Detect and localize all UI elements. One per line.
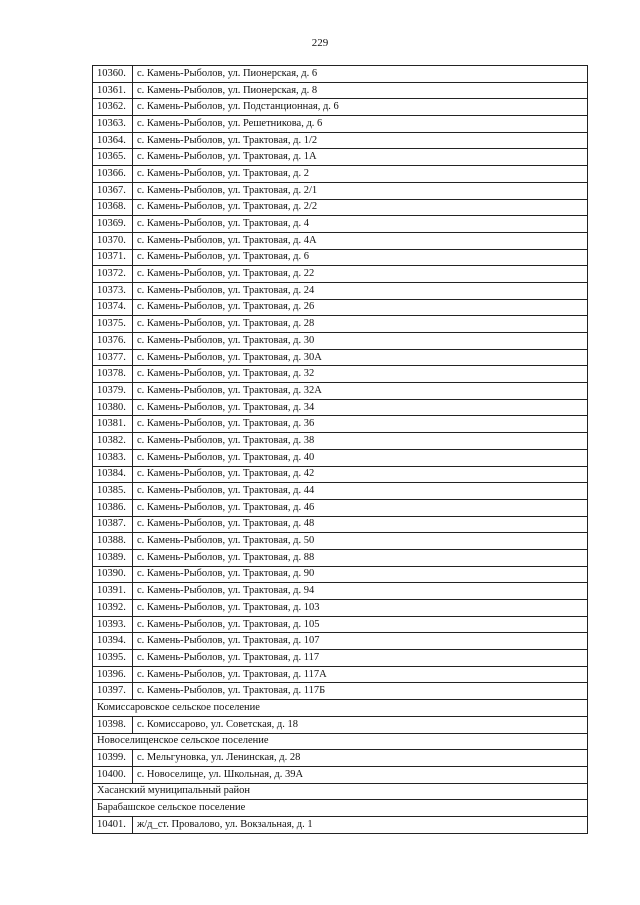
entry-number: 10374. xyxy=(93,299,133,316)
table-row xyxy=(93,182,588,199)
entry-address: с. Камень-Рыболов, ул. Решетникова, д. 6 xyxy=(133,116,588,133)
entry-number: 10362. xyxy=(93,99,133,116)
entry-number: 10365. xyxy=(93,149,133,166)
table-row xyxy=(93,466,588,483)
entry-address: с. Камень-Рыболов, ул. Трактовая, д. 32 xyxy=(133,366,588,383)
table-row xyxy=(93,716,588,733)
table-row xyxy=(93,566,588,583)
entry-address: с. Камень-Рыболов, ул. Трактовая, д. 94 xyxy=(133,583,588,600)
entry-address: с. Камень-Рыболов, ул. Трактовая, д. 38 xyxy=(133,433,588,450)
table-row xyxy=(93,383,588,400)
entry-number: 10378. xyxy=(93,366,133,383)
table-row xyxy=(93,433,588,450)
table-row xyxy=(93,666,588,683)
entry-number: 10389. xyxy=(93,549,133,566)
entry-number: 10394. xyxy=(93,633,133,650)
entry-address: с. Камень-Рыболов, ул. Трактовая, д. 4 xyxy=(133,216,588,233)
entry-address: с. Камень-Рыболов, ул. Трактовая, д. 4А xyxy=(133,232,588,249)
entry-number: 10369. xyxy=(93,216,133,233)
entry-number: 10384. xyxy=(93,466,133,483)
entry-number: 10376. xyxy=(93,333,133,350)
entry-address: с. Камень-Рыболов, ул. Трактовая, д. 24 xyxy=(133,282,588,299)
entry-address: с. Мельгуновка, ул. Ленинская, д. 28 xyxy=(133,750,588,767)
entry-number: 10372. xyxy=(93,266,133,283)
entry-address: с. Комиссарово, ул. Советская, д. 18 xyxy=(133,716,588,733)
table-row xyxy=(93,316,588,333)
entry-number: 10373. xyxy=(93,282,133,299)
table-row xyxy=(93,99,588,116)
entry-number: 10391. xyxy=(93,583,133,600)
table-row xyxy=(93,349,588,366)
table-row xyxy=(93,282,588,299)
section-header-row xyxy=(93,733,588,750)
table-row xyxy=(93,633,588,650)
entry-address: с. Камень-Рыболов, ул. Трактовая, д. 90 xyxy=(133,566,588,583)
entry-address: с. Камень-Рыболов, ул. Подстанционная, д. 6 xyxy=(133,99,588,116)
section-title: Комиссаровское сельское поселение xyxy=(93,700,588,717)
entry-number: 10380. xyxy=(93,399,133,416)
entry-number: 10401. xyxy=(93,816,133,833)
table-row xyxy=(93,132,588,149)
entry-number: 10400. xyxy=(93,766,133,783)
entry-number: 10397. xyxy=(93,683,133,700)
entry-address: с. Камень-Рыболов, ул. Трактовая, д. 1/2 xyxy=(133,132,588,149)
entry-number: 10381. xyxy=(93,416,133,433)
entry-number: 10395. xyxy=(93,650,133,667)
section-title: Барабашское сельское поселение xyxy=(93,800,588,817)
entry-address: с. Камень-Рыболов, ул. Трактовая, д. 40 xyxy=(133,449,588,466)
table-row xyxy=(93,66,588,83)
entry-number: 10367. xyxy=(93,182,133,199)
entry-address: с. Камень-Рыболов, ул. Трактовая, д. 88 xyxy=(133,549,588,566)
table-row xyxy=(93,82,588,99)
table-row xyxy=(93,249,588,266)
entry-address: с. Камень-Рыболов, ул. Трактовая, д. 1А xyxy=(133,149,588,166)
section-header-row xyxy=(93,800,588,817)
entry-address: с. Камень-Рыболов, ул. Трактовая, д. 30А xyxy=(133,349,588,366)
entry-number: 10371. xyxy=(93,249,133,266)
entry-address: с. Камень-Рыболов, ул. Трактовая, д. 22 xyxy=(133,266,588,283)
table-row xyxy=(93,816,588,833)
entry-number: 10364. xyxy=(93,132,133,149)
entry-address: с. Камень-Рыболов, ул. Трактовая, д. 42 xyxy=(133,466,588,483)
table-row xyxy=(93,333,588,350)
entry-number: 10375. xyxy=(93,316,133,333)
table-row xyxy=(93,750,588,767)
entry-number: 10370. xyxy=(93,232,133,249)
entry-number: 10393. xyxy=(93,616,133,633)
entry-address: с. Камень-Рыболов, ул. Трактовая, д. 36 xyxy=(133,416,588,433)
table-row xyxy=(93,516,588,533)
entry-address: с. Камень-Рыболов, ул. Трактовая, д. 6 xyxy=(133,249,588,266)
entry-address: с. Камень-Рыболов, ул. Трактовая, д. 46 xyxy=(133,499,588,516)
entry-number: 10390. xyxy=(93,566,133,583)
table-row xyxy=(93,232,588,249)
entry-number: 10383. xyxy=(93,449,133,466)
entry-number: 10398. xyxy=(93,716,133,733)
entry-number: 10360. xyxy=(93,66,133,83)
entry-address: с. Камень-Рыболов, ул. Трактовая, д. 28 xyxy=(133,316,588,333)
table-row xyxy=(93,533,588,550)
entry-number: 10399. xyxy=(93,750,133,767)
table-row xyxy=(93,616,588,633)
entry-address: ж/д_ст. Провалово, ул. Вокзальная, д. 1 xyxy=(133,816,588,833)
table-row xyxy=(93,583,588,600)
entry-address: с. Камень-Рыболов, ул. Трактовая, д. 2 xyxy=(133,166,588,183)
entry-address: с. Камень-Рыболов, ул. Трактовая, д. 117Б xyxy=(133,683,588,700)
table-row xyxy=(93,199,588,216)
entry-number: 10366. xyxy=(93,166,133,183)
entry-address: с. Камень-Рыболов, ул. Трактовая, д. 2/1 xyxy=(133,182,588,199)
table-row xyxy=(93,166,588,183)
entry-address: с. Камень-Рыболов, ул. Трактовая, д. 44 xyxy=(133,483,588,500)
entry-address: с. Камень-Рыболов, ул. Трактовая, д. 50 xyxy=(133,533,588,550)
entry-number: 10388. xyxy=(93,533,133,550)
entry-number: 10396. xyxy=(93,666,133,683)
section-header-row xyxy=(93,783,588,800)
table-row xyxy=(93,549,588,566)
entry-address: с. Камень-Рыболов, ул. Трактовая, д. 2/2 xyxy=(133,199,588,216)
entry-address: с. Камень-Рыболов, ул. Трактовая, д. 34 xyxy=(133,399,588,416)
entry-number: 10363. xyxy=(93,116,133,133)
table-row xyxy=(93,299,588,316)
entry-address: с. Камень-Рыболов, ул. Трактовая, д. 107 xyxy=(133,633,588,650)
table-row xyxy=(93,116,588,133)
table-row xyxy=(93,766,588,783)
entry-address: с. Камень-Рыболов, ул. Трактовая, д. 117 xyxy=(133,650,588,667)
entry-address: с. Камень-Рыболов, ул. Пионерская, д. 8 xyxy=(133,82,588,99)
entry-number: 10392. xyxy=(93,600,133,617)
address-table xyxy=(92,65,588,834)
entry-address: с. Камень-Рыболов, ул. Трактовая, д. 103 xyxy=(133,600,588,617)
section-header-row xyxy=(93,700,588,717)
entry-address: с. Камень-Рыболов, ул. Трактовая, д. 105 xyxy=(133,616,588,633)
table-row xyxy=(93,499,588,516)
entry-number: 10377. xyxy=(93,349,133,366)
table-row xyxy=(93,483,588,500)
entry-number: 10379. xyxy=(93,383,133,400)
table-row xyxy=(93,399,588,416)
table-row xyxy=(93,449,588,466)
table-row xyxy=(93,416,588,433)
table-row xyxy=(93,216,588,233)
entry-address: с. Камень-Рыболов, ул. Трактовая, д. 48 xyxy=(133,516,588,533)
section-title: Хасанский муниципальный район xyxy=(93,783,588,800)
table-row xyxy=(93,366,588,383)
entry-number: 10385. xyxy=(93,483,133,500)
table-row xyxy=(93,600,588,617)
entry-address: с. Новоселище, ул. Школьная, д. 39А xyxy=(133,766,588,783)
table-row xyxy=(93,650,588,667)
page-number: 229 xyxy=(311,37,329,49)
entry-address: с. Камень-Рыболов, ул. Трактовая, д. 30 xyxy=(133,333,588,350)
entry-number: 10361. xyxy=(93,82,133,99)
address-table-body xyxy=(93,66,588,834)
section-title: Новоселищенское сельское поселение xyxy=(93,733,588,750)
table-row xyxy=(93,149,588,166)
entry-address: с. Камень-Рыболов, ул. Трактовая, д. 117А xyxy=(133,666,588,683)
entry-address: с. Камень-Рыболов, ул. Трактовая, д. 32А xyxy=(133,383,588,400)
entry-number: 10382. xyxy=(93,433,133,450)
entry-address: с. Камень-Рыболов, ул. Трактовая, д. 26 xyxy=(133,299,588,316)
entry-number: 10386. xyxy=(93,499,133,516)
entry-number: 10387. xyxy=(93,516,133,533)
entry-address: с. Камень-Рыболов, ул. Пионерская, д. 6 xyxy=(133,66,588,83)
table-row xyxy=(93,683,588,700)
entry-number: 10368. xyxy=(93,199,133,216)
table-row xyxy=(93,266,588,283)
